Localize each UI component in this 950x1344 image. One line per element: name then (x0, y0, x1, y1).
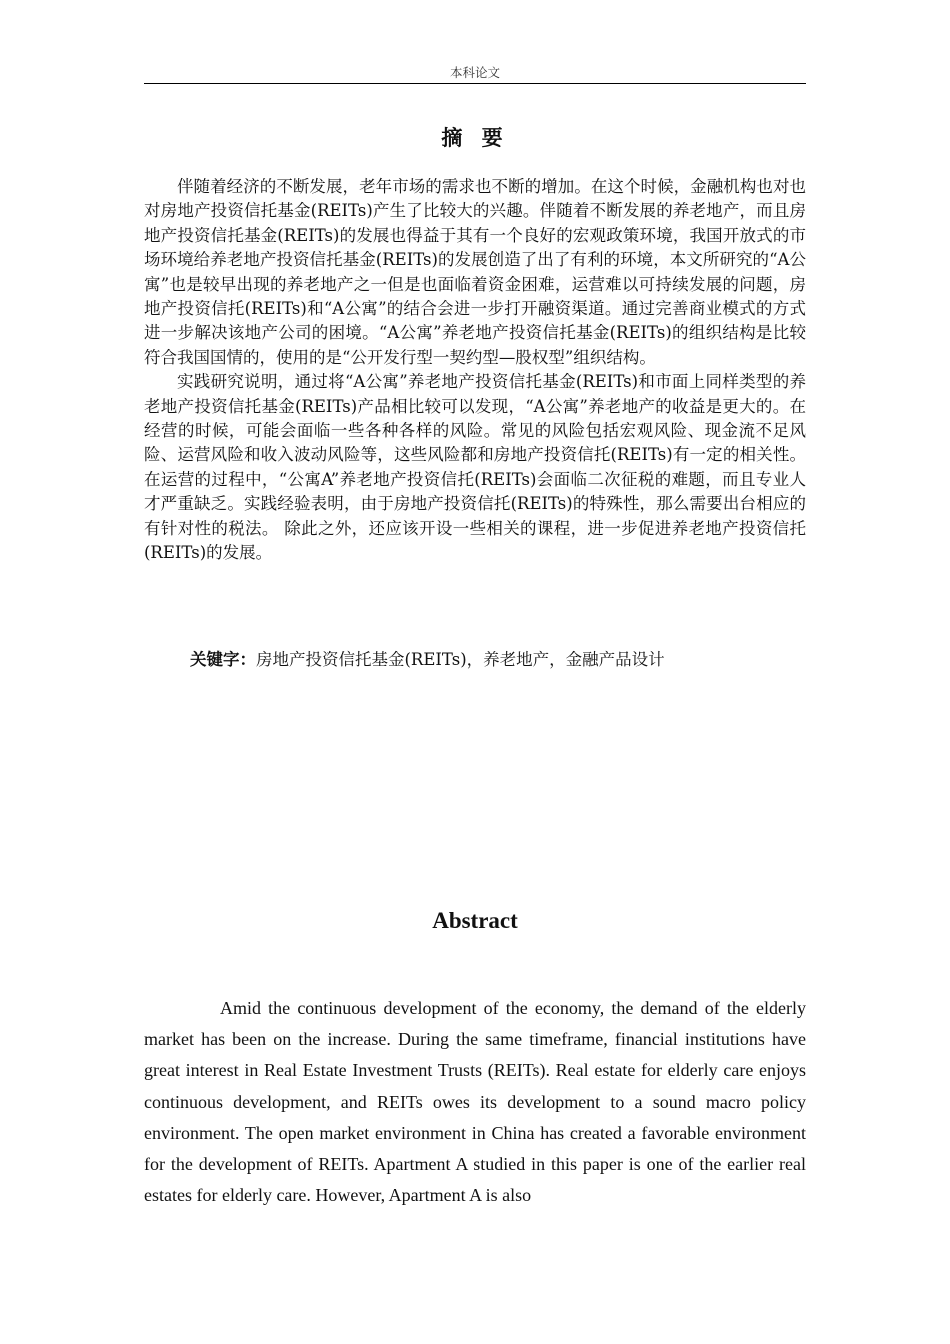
keywords-label: 关键字： (190, 650, 256, 669)
english-abstract-title: Abstract (432, 908, 518, 933)
header-rule (144, 83, 806, 84)
chinese-abstract-title: 摘 要 (441, 126, 509, 150)
keywords-list: 房地产投资信托基金(REITs)，养老地产，金融产品设计 (256, 650, 665, 669)
chinese-abstract-body (144, 175, 806, 566)
running-header: 本科论文 (449, 65, 500, 80)
chinese-abstract-paragraph-1: 伴随着经济的不断发展，老年市场的需求也不断的增加。在这个时候，金融机构也对也对房地产投资信托基金(REITs)产生了比较大的兴趣。伴随着不断发展的养老地产，而且房地产投资信托基金(REITs)的发展也得益于其有一个良好的宏观政策环境，我国开放式的市场环境给养老地产投资信托基金(REITs)的发展创造了出了有利的环境，本文所研究的“A公寓”也是较早出现的养老地产之一但是也面临着资金困难，运营难以可持续发展的问题，房地产投资信托(REITs)和“A公寓”的结合会进一步打开融资渠道。通过完善商业模式的方式进一步解决该地产公司的困境。“A公寓”养老地产投资信托基金(REITs)的组织结构是比较符合我国国情的，使用的是“公开发行型一契约型—股权型”组织结构。 (144, 177, 806, 367)
english-abstract-paragraph-1: Amid the continuous development of the economy, the demand of the elderly market has been on the increase. During the same timeframe, financial institutions have great interest in Real Estate Investment Trusts (REITs). Real estate for elderly care enjoys continuous development, and REITs owes its development to a sound macro policy environment. The open market environment in China has created a favorable environment for the development of REITs. Apartment A studied in this paper is one of the earlier real estates for elderly care. However, Apartment A is also (144, 998, 806, 1206)
english-abstract-body (144, 993, 806, 1211)
chinese-abstract-paragraph-2: 实践研究说明，通过将“A公寓”养老地产投资信托基金(REITs)和市面上同样类型的养老地产投资信托基金(REITs)产品相比较可以发现，“A公寓”养老地产的收益是更大的。在经营的时候，可能会面临一些各种各样的风险。常见的风险包括宏观风险、现金流不足风险、运营风险和收入波动风险等，这些风险都和房地产投资信托(REITs)有一定的相关性。在运营的过程中，“公寓A”养老地产投资信托(REITs)会面临二次征税的难题，而且专业人才严重缺乏。实践经验表明，由于房地产投资信托(REITs)的特殊性，那么需要出台相应的有针对性的税法。 除此之外，还应该开设一些相关的课程，进一步促进养老地产投资信托(REITs)的发展。 (144, 372, 806, 563)
chinese-keywords (190, 648, 806, 672)
